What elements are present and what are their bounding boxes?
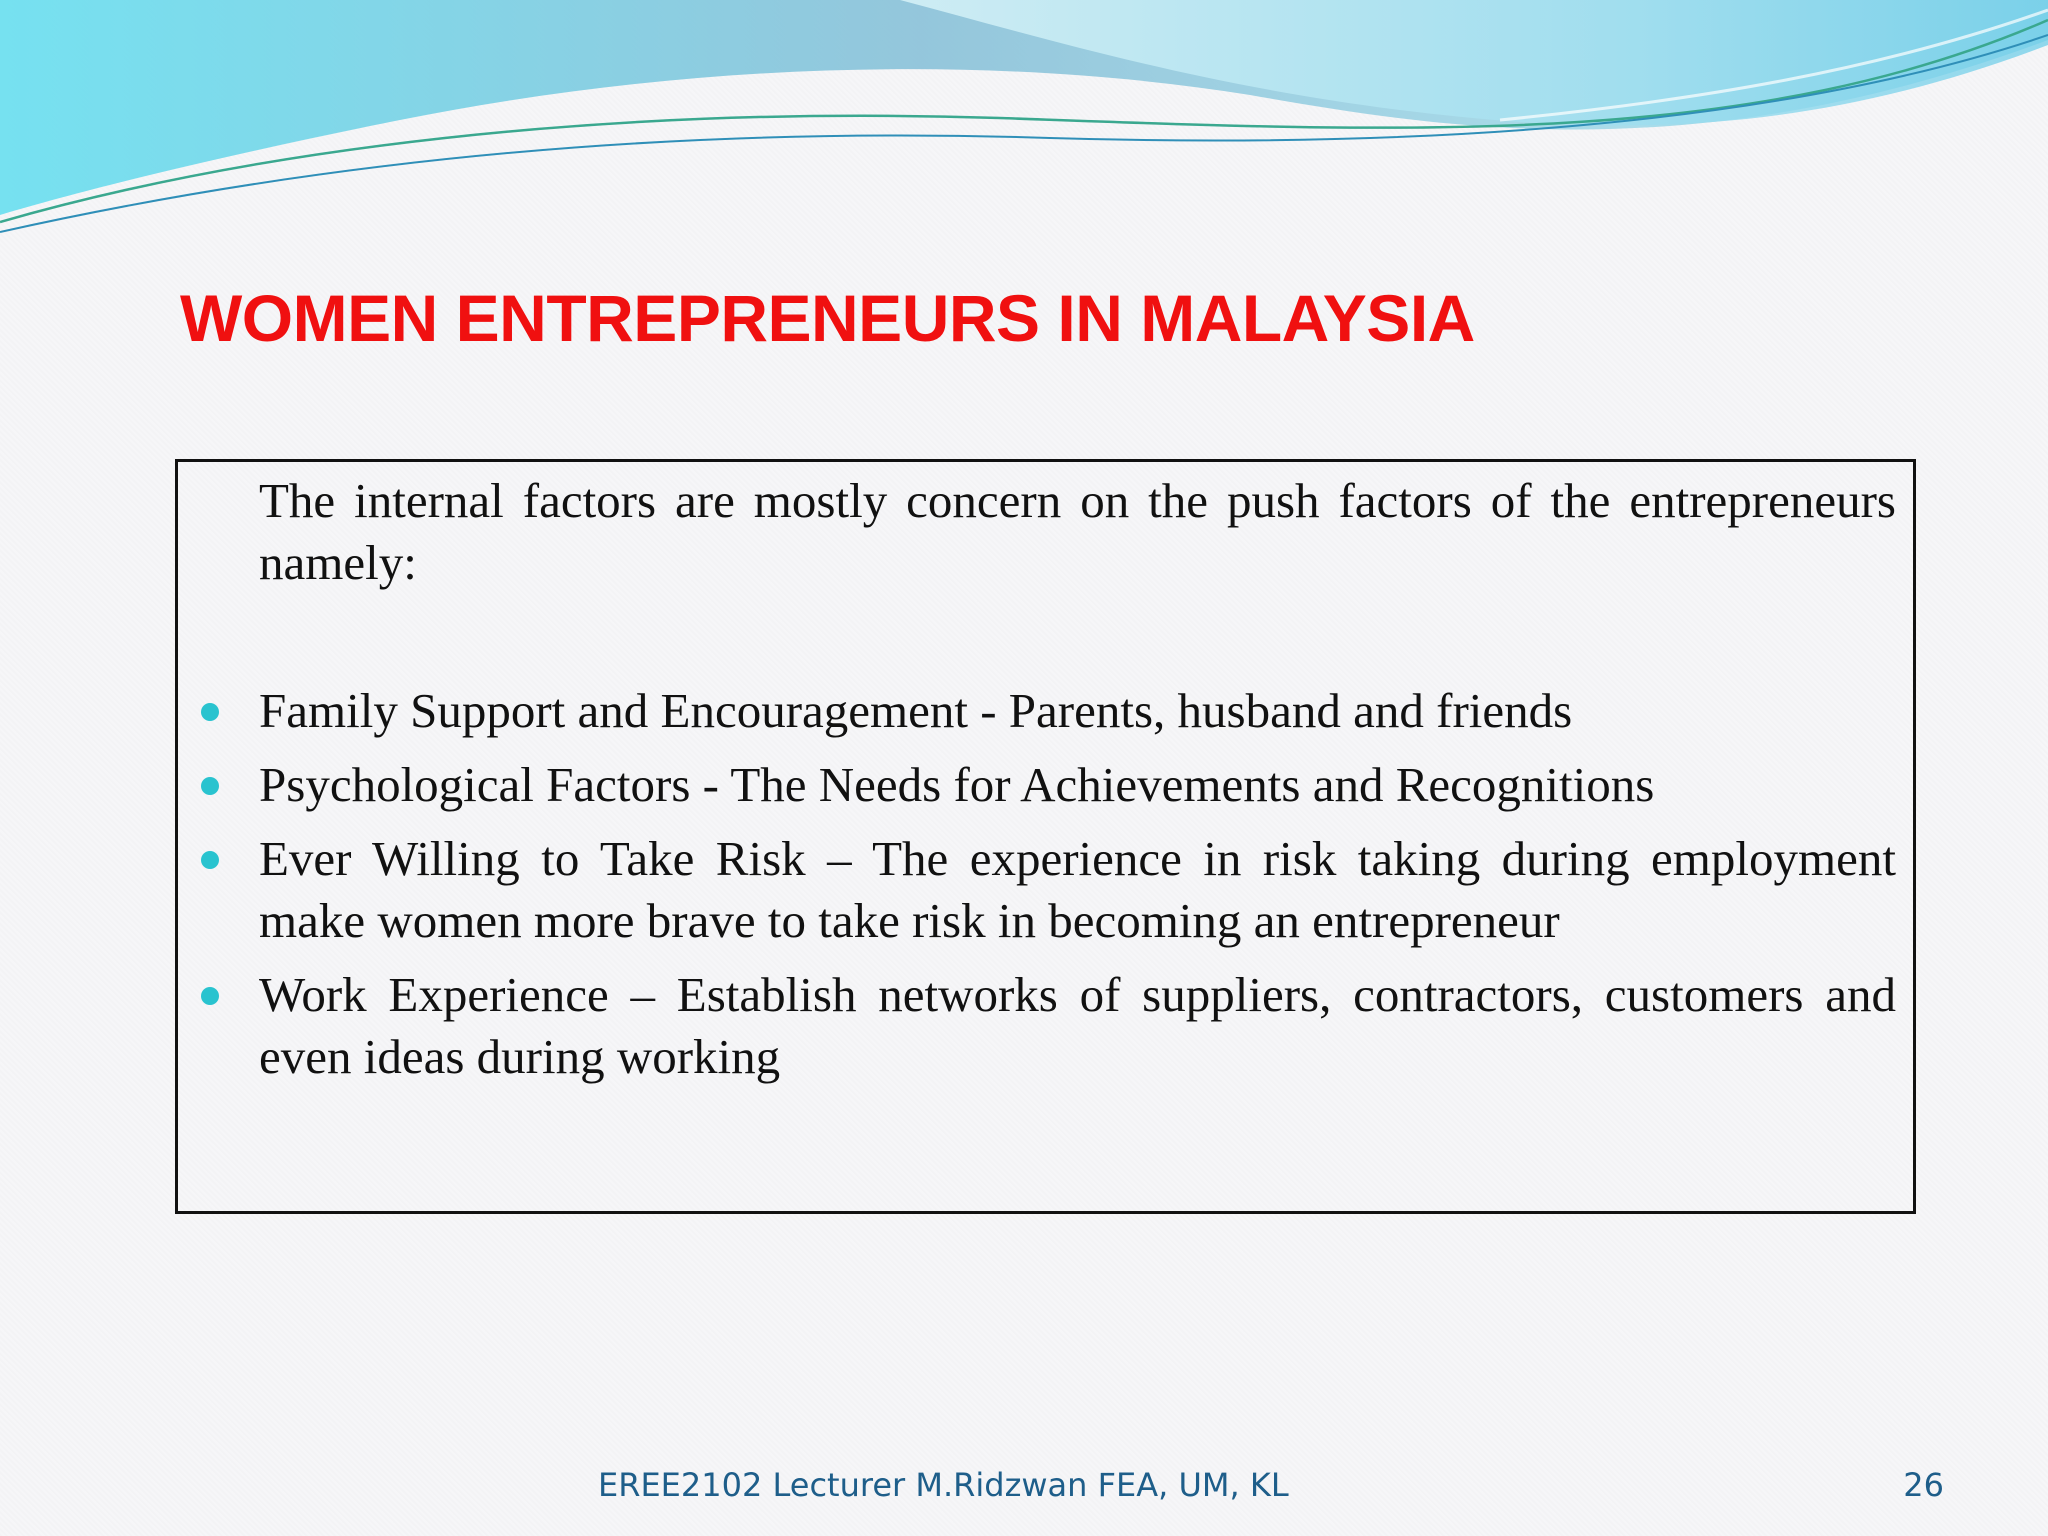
bullet-dot-icon (201, 851, 219, 869)
bullet-dot-icon (201, 703, 219, 721)
intro-paragraph: The internal factors are mostly concern on the push factors of the entrepreneurs namely: (259, 473, 1896, 590)
footer-text: EREE2102 Lecturer M.Ridzwan FEA, UM, KL (598, 1466, 1289, 1504)
list-item (259, 754, 1896, 816)
bullet-text: Psychological Factors - The Needs for Achievements and Recognitions (259, 757, 1655, 812)
bullet-text: Family Support and Encouragement - Parents, husband and friends (259, 683, 1573, 738)
bullet-dot-icon (201, 777, 219, 795)
list-item (259, 828, 1896, 952)
list-item (259, 964, 1896, 1088)
bullet-dot-icon (201, 987, 219, 1005)
list-item (259, 680, 1896, 742)
bullet-text: Ever Willing to Take Risk – The experience in risk taking during employment make women more brave to take risk in becoming an entrepreneur (259, 831, 1896, 948)
header-wave-decoration (0, 0, 2048, 240)
bullet-list (259, 680, 1896, 1100)
bullet-text: Work Experience – Establish networks of suppliers, contractors, customers and even ideas during working (259, 967, 1896, 1084)
slide-title: WOMEN ENTREPRENEURS IN MALAYSIA (180, 281, 1475, 355)
page-number: 26 (1903, 1466, 1944, 1504)
